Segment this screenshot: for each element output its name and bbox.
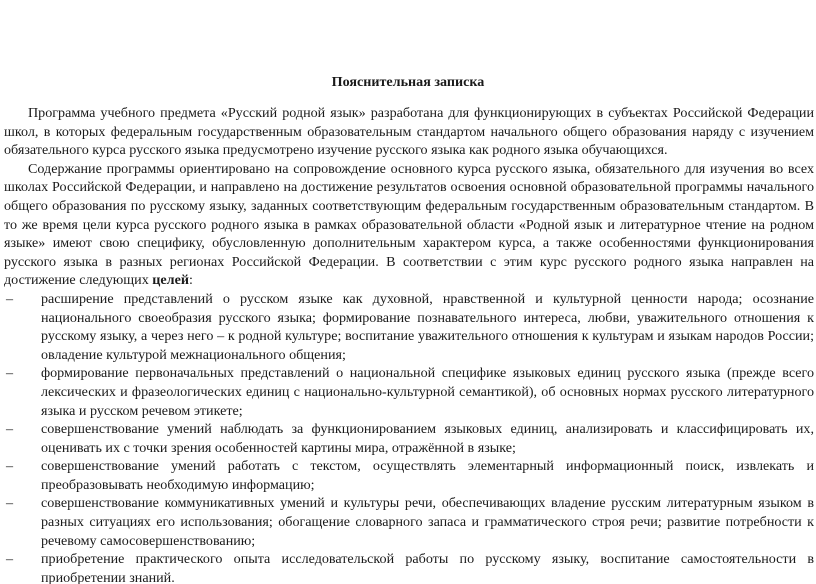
list-item	[4, 420, 814, 457]
dash-bullet: –	[6, 365, 14, 382]
list-item-text: расширение представлений о русском языке как духовной, нравственной и культурной ценности народа; осознание национального своеобразия русского языка; формирование познавательного интереса, любви, уважительного отношения к русскому языку, а через него – к родной культуре; воспитание уважительного отношения к культурам и языкам народов России; овладение культурой межнационального общения;	[41, 290, 814, 363]
list-item-text: формирование первоначальных представлений о национальной специфике языковых единиц русского языка (прежде всего лексических и фразеологических единиц с национально-культурной семантикой), об основных нормах русского литературного языка и русском речевом этикете;	[41, 365, 814, 419]
list-item	[4, 550, 814, 584]
document-body	[4, 104, 814, 584]
dash-bullet: –	[6, 458, 14, 475]
list-item	[4, 457, 814, 494]
dash-bullet: –	[6, 290, 14, 307]
list-item-text: приобретение практического опыта исследовательской работы по русскому языку, воспитание самостоятельности в приобретении знаний.	[41, 551, 814, 584]
list-item	[4, 494, 814, 550]
dash-bullet: –	[6, 495, 14, 512]
list-item	[4, 290, 814, 364]
goals-list	[4, 290, 814, 584]
goals-colon: :	[188, 272, 193, 289]
list-item-text: совершенствование коммуникативных умений и культуры речи, обеспечивающих владение русским литературным языком в разных ситуациях его использования; обогащение словарного запаса и грамматического строя речи; развитие потребности к речевому самосовершенствованию;	[41, 495, 814, 549]
goals-word: целей	[152, 272, 189, 289]
list-item	[4, 364, 814, 420]
dash-bullet: –	[6, 551, 14, 568]
content-paragraph-text: Содержание программы ориентировано на сопровождение основного курса русского языка, обязательного для изучения во всех школах Российской Федерации, и направлено на достижение результатов освоения основной образовательной программы начального общего образования по русскому языку, заданных соответствующим федеральным государственным образовательным стандартом. В то же время цели курса русского родного языка в рамках образовательной области «Родной язык и литературное чтение на родном языке» имеют свою специфику, обусловленную дополнительным характером курса, а также особенностями функционирования русского языка в разных регионах Российской Федерации. В соответствии с этим курс русского родного языка направлен на достижение следующих	[4, 160, 814, 289]
list-item-text: совершенствование умений наблюдать за функционированием языковых единиц, анализировать и классифицировать их, оценивать их с точки зрения особенностей картины мира, отражённой в языке;	[41, 421, 814, 456]
dash-bullet: –	[6, 421, 14, 438]
content-paragraph	[4, 160, 814, 290]
document-title: Пояснительная записка	[331, 74, 485, 90]
list-item-text: совершенствование умений работать с текстом, осуществлять элементарный информационный поиск, извлекать и преобразовывать необходимую информацию;	[41, 458, 814, 493]
intro-paragraph: Программа учебного предмета «Русский родной язык» разработана для функционирующих в субъектах Российской Федерации школ, в которых федеральным государственным образовательным стандартом начального общего образования наряду с изучением обязательного курса русского языка предусмотрено изучение русского языка как родного языка обучающихся.	[4, 105, 814, 159]
